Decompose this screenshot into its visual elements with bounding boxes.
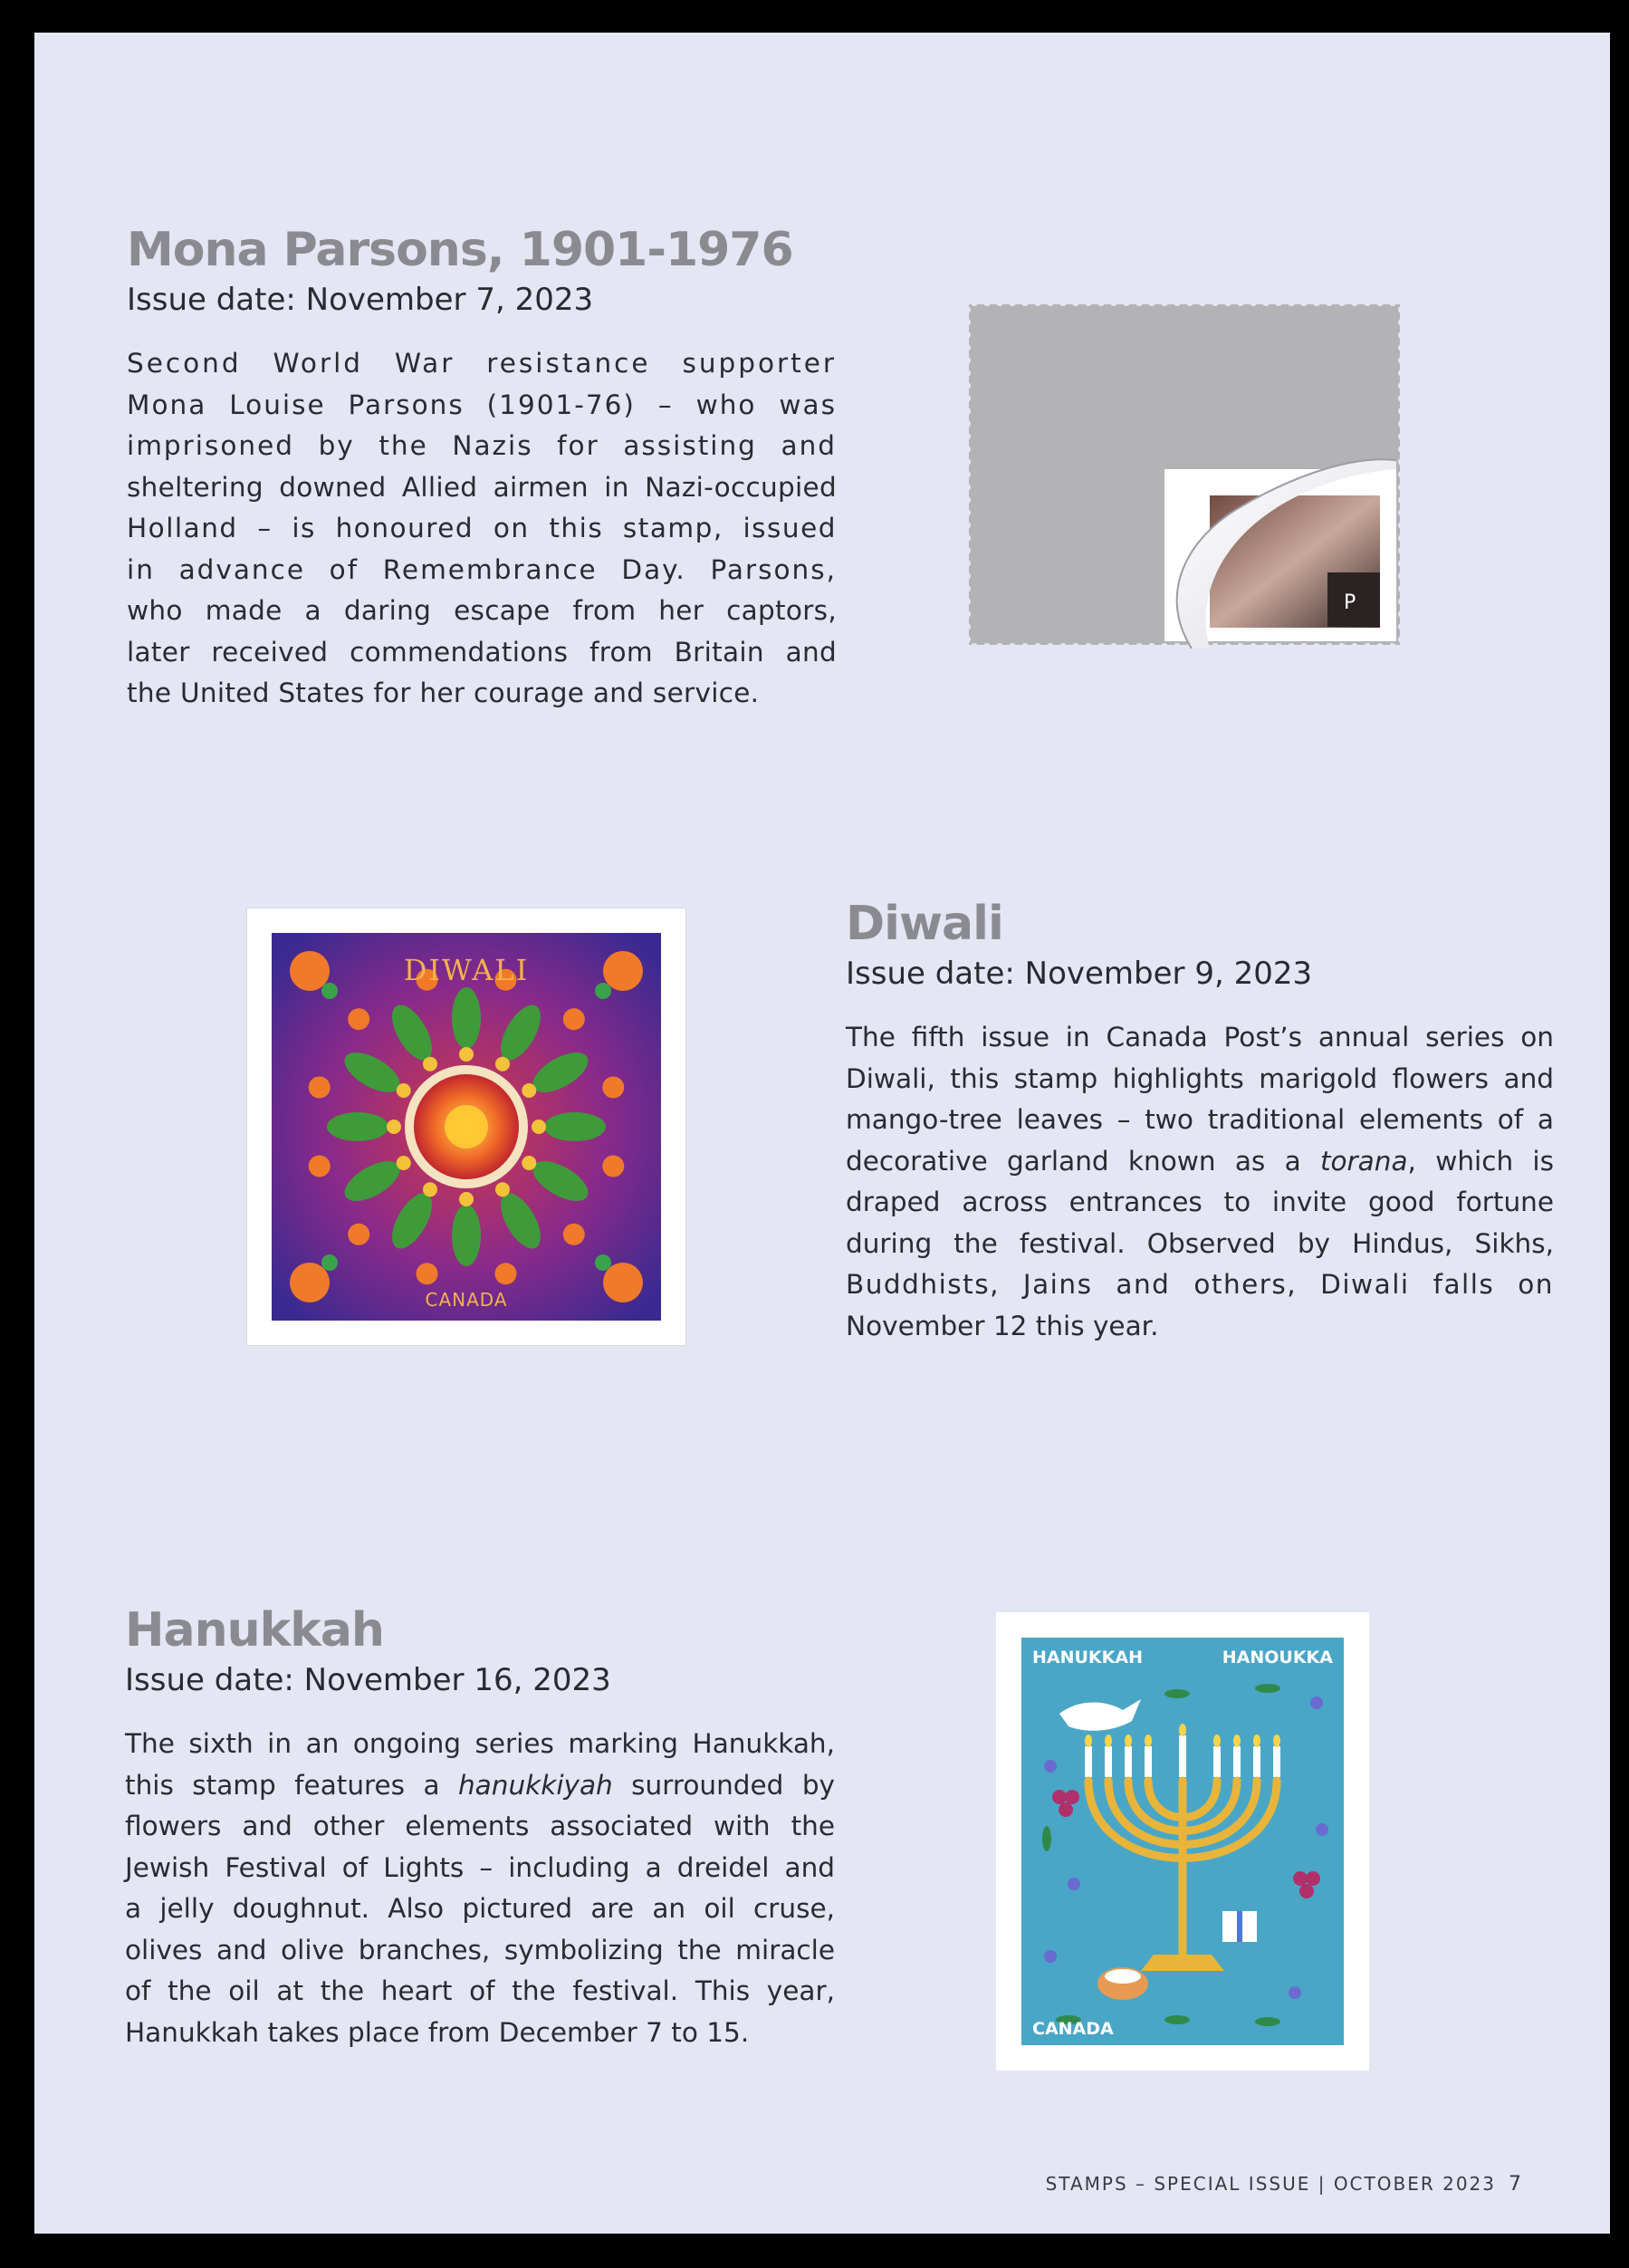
svg-text:P: P [1344,591,1356,614]
footer-publication: STAMPS – SPECIAL ISSUE | OCTOBER 2023 [1045,2173,1496,2195]
body-line: Holland – is honoured on this stamp, issued [127,513,837,544]
section-body [846,1017,1554,1347]
body-line: a jelly doughnut. Also pictured are an oil cruse, [125,1893,835,1925]
body-line: Jewish Festival of Lights – including a dreidel and [125,1851,835,1883]
body-line: draped across entrances to invite good fortune [846,1187,1554,1218]
stamp-peel-graphic [965,301,1404,649]
body-line: decorative garland known as a torana, which is [846,1145,1554,1177]
magazine-page [34,33,1610,2234]
body-line: of the oil at the heart of the festival. This year, [125,1975,835,2007]
body-line: in advance of Remembrance Day. Parsons, [127,553,837,585]
section-hanukkah [125,1605,835,2053]
body-line: sheltering downed Allied airmen in Nazi-occupied [127,471,837,503]
hanukkah-stamp-country: CANADA [1032,2019,1114,2039]
issue-date: Issue date: November 16, 2023 [125,1662,611,1699]
section-diwali [846,899,1554,1347]
diwali-stamp-country: CANADA [425,1289,508,1311]
body-line: Diwali, this stamp highlights marigold flowers and [846,1062,1554,1094]
body-line: imprisoned by the Nazis for assisting and [127,430,837,462]
diwali-stamp [246,908,686,1346]
issue-date: Issue date: November 7, 2023 [127,282,594,319]
body-line: the United States for her courage and service. [127,678,760,709]
diwali-stamp-label: DIWALI [403,953,530,987]
body-line: this stamp features a hanukkiyah surrounded by [125,1769,835,1801]
body-line: mango-tree leaves – two traditional elements of a [846,1104,1554,1136]
body-line: The fifth issue in Canada Post’s annual series on [846,1022,1554,1053]
hanukkah-stamp [996,1612,1369,2071]
section-title: Mona Parsons, 1901-1976 [127,223,793,277]
body-line: The sixth in an ongoing series marking Hanukkah, [125,1728,835,1760]
hanukkah-stamp-label-fr: HANOUKKA [1222,1648,1333,1667]
hanukkah-stamp-label-en: HANUKKAH [1032,1648,1143,1667]
mona-parsons-stamp [965,301,1404,649]
section-title: Hanukkah [125,1603,384,1658]
body-line: during the festival. Observed by Hindus, Sikhs, [846,1227,1554,1259]
body-line: later received commendations from Britain and [127,636,837,668]
body-line: Buddhists, Jains and others, Diwali falls on [846,1269,1554,1301]
body-line: November 12 this year. [846,1310,1159,1341]
section-body [125,1724,835,2053]
body-line: olives and olive branches, symbolizing the miracle [125,1934,835,1965]
page-number: 7 [1509,2173,1521,2196]
body-line: Second World War resistance supporter [127,348,837,380]
body-line: who made a daring escape from her captors, [127,595,837,627]
body-line: Hanukkah takes place from December 7 to 15. [125,2016,750,2048]
issue-date: Issue date: November 9, 2023 [846,956,1313,993]
hanukkah-stamp-art [996,1612,1369,2071]
body-line: Mona Louise Parsons (1901-76) – who was [127,389,837,420]
body-line: flowers and other elements associated with the [125,1811,835,1842]
section-mona-parsons [127,225,837,715]
section-body [127,343,837,715]
stamp-perforation [246,908,686,1346]
page-footer [1046,2173,1521,2196]
section-title: Diwali [846,897,1003,951]
